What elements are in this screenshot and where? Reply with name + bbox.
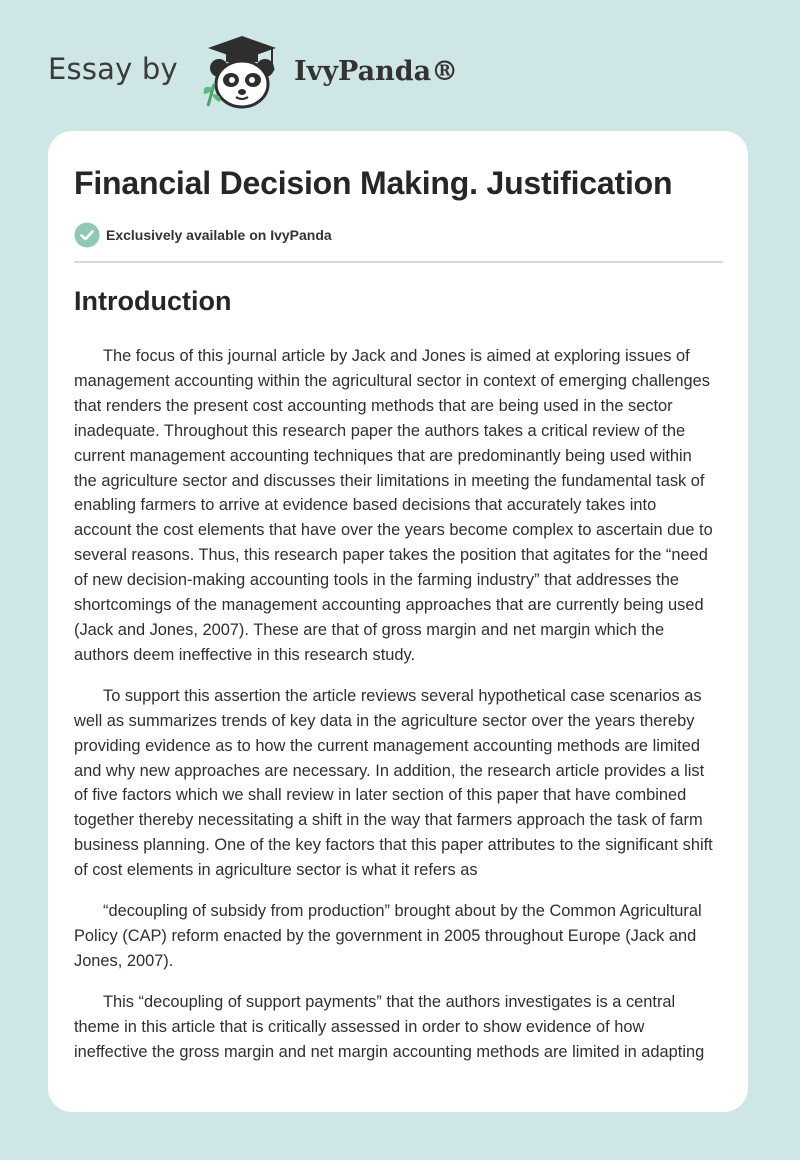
paragraph-line: ineffective the gross margin and net margin accounting methods are limited in adapting bbox=[74, 1042, 705, 1061]
paragraph-line: current management accounting techniques that are predominantly being used within bbox=[74, 446, 692, 465]
paragraph-line: authors deem ineffective in this research study. bbox=[74, 645, 416, 664]
paragraph-line: of cost elements in agriculture sector is what it refers as bbox=[74, 861, 478, 880]
paragraph-line: enabling farmers to arrive at evidence based decisions that accurately takes into bbox=[74, 496, 657, 515]
essay-card bbox=[48, 131, 748, 1112]
paragraph-line: the agriculture sector and discusses their limitations in meeting the fundamental task of bbox=[74, 471, 705, 490]
page-title: Financial Decision Making. Justification bbox=[74, 165, 673, 201]
paragraph-line: well as summarizes trends of key data in the agriculture sector over the years thereby bbox=[74, 711, 695, 730]
brand-name[interactable]: IvyPanda® bbox=[294, 56, 459, 87]
paragraph-line: Policy (CAP) reform enacted by the government in 2005 throughout Europe (Jack and bbox=[74, 926, 697, 945]
paragraph-line: management accounting within the agricultural sector in context of emerging challenges bbox=[74, 371, 710, 390]
paragraph-line: providing evidence as to how the current management accounting methods are limited bbox=[74, 736, 700, 755]
paragraph-line: This “decoupling of support payments” that the authors investigates is a central bbox=[103, 992, 676, 1011]
paragraph-line: and why new approaches are necessary. In addition, the research article provides a list bbox=[74, 761, 705, 780]
paragraph-line: several reasons. Thus, this research paper takes the position that agitates for the “need bbox=[74, 546, 708, 565]
paragraph-line: theme in this article that is critically assessed in order to show evidence of how bbox=[74, 1017, 645, 1036]
paragraph-line: of five factors which we shall review in later section of this paper that have combined bbox=[74, 786, 687, 805]
paragraph-line: “decoupling of subsidy from production” brought about by the Common Agricultural bbox=[103, 902, 702, 921]
paragraph-line: To support this assertion the article reviews several hypothetical case scenarios as bbox=[103, 686, 702, 705]
paragraph-line: account the cost elements that have over the years become complex to ascertain due to bbox=[74, 521, 713, 540]
badge-label: Exclusively available on IvyPanda bbox=[106, 227, 332, 243]
panda-logo-icon[interactable] bbox=[200, 34, 288, 110]
paragraph bbox=[74, 899, 726, 974]
divider bbox=[74, 261, 723, 263]
paragraph bbox=[74, 344, 726, 668]
essay-body bbox=[74, 344, 726, 1080]
paragraph-line: business planning. One of the key factors that this paper attributes to the significant shift bbox=[74, 836, 713, 855]
paragraph-line: shortcomings of the management accounting approaches that are currently being used bbox=[74, 596, 704, 615]
paragraph-line: (Jack and Jones, 2007). These are that of gross margin and net margin which the bbox=[74, 620, 665, 639]
paragraph-line: that renders the present cost accounting methods that are being used in the sector bbox=[74, 396, 673, 415]
check-badge-icon bbox=[74, 222, 100, 248]
paragraph-line: of new decision-making accounting tools in the farming industry” that addresses the bbox=[74, 571, 679, 590]
paragraph bbox=[74, 684, 726, 883]
paragraph-line: inadequate. Throughout this research paper the authors takes a critical review of the bbox=[74, 421, 686, 440]
essay-by-label: Essay by bbox=[48, 52, 178, 86]
section-heading: Introduction bbox=[74, 286, 232, 316]
site-header bbox=[48, 34, 528, 110]
paragraph-line: Jones, 2007). bbox=[74, 951, 174, 970]
paragraph-line: together thereby necessitating a shift in the way that farmers approach the task of farm bbox=[74, 811, 703, 830]
paragraph-line: The focus of this journal article by Jack and Jones is aimed at exploring issues of bbox=[103, 347, 690, 365]
paragraph bbox=[74, 990, 726, 1065]
